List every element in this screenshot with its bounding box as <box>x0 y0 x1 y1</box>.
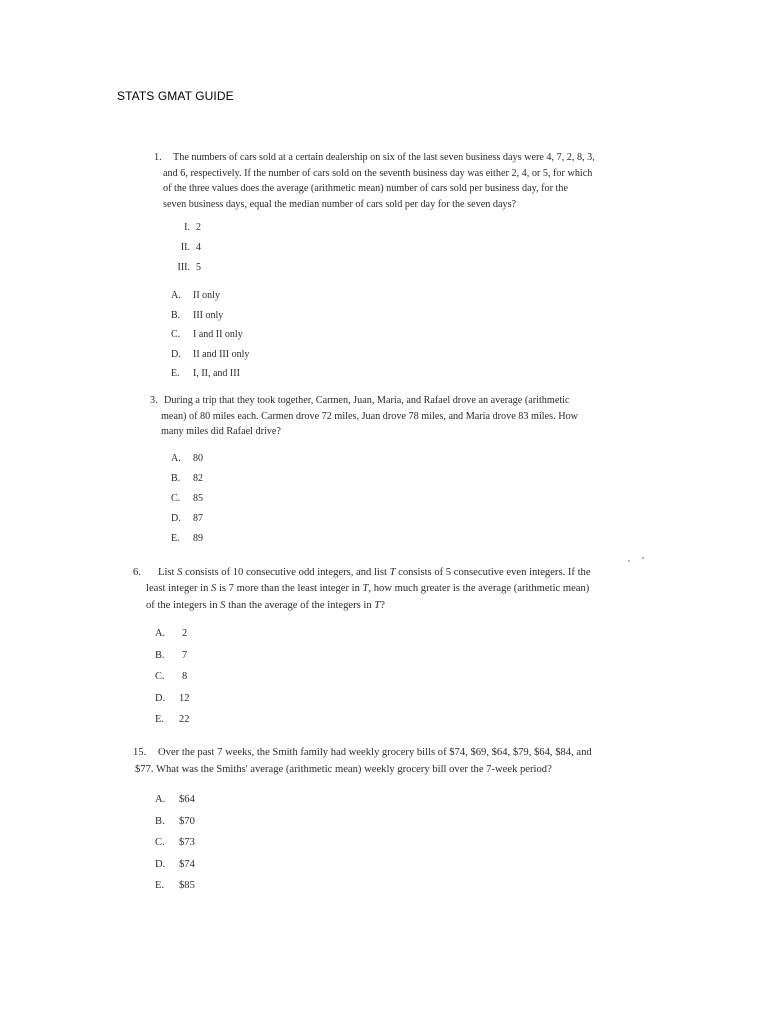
question-number: 1. <box>154 152 162 163</box>
stem-line: mean) of 80 miles each. Carmen drove 72 miles, Juan drove 78 miles, and Maria drove 83 miles. How <box>161 410 579 422</box>
answer-choice[interactable]: C. $73 <box>155 837 195 848</box>
question-number: 3. <box>150 395 158 406</box>
answer-choice[interactable]: E. $85 <box>155 880 195 891</box>
page-title: STATS GMAT GUIDE <box>117 89 234 103</box>
answer-choice[interactable]: B. 7 <box>155 649 188 661</box>
question-1 <box>154 150 644 212</box>
question-15 <box>133 745 663 778</box>
roman-option: III. 5 <box>177 262 201 273</box>
answer-choice[interactable]: D. 12 <box>155 692 190 704</box>
roman-option: I. 2 <box>184 222 201 233</box>
answer-choice[interactable]: A. II only <box>171 290 220 301</box>
question-stem <box>150 393 650 440</box>
question-stem <box>133 745 663 778</box>
stem-line: of the integers in S than the average of the integers in T? <box>146 599 385 611</box>
question-number: 6. <box>133 567 141 578</box>
answer-choice[interactable]: B. 82 <box>171 473 203 484</box>
answer-choice[interactable]: A. 2 <box>155 628 188 639</box>
stem-line: many miles did Rafael drive? <box>161 426 281 438</box>
scan-speck <box>628 560 630 562</box>
answer-choice[interactable]: C. 8 <box>155 671 188 682</box>
roman-option: II. 4 <box>180 242 201 253</box>
stem-line: 15. Over the past 7 weeks, the Smith family had weekly grocery bills of $74, $69, $64, $79, $64, $84, and <box>133 745 663 762</box>
answer-choice[interactable]: E. 22 <box>155 714 190 725</box>
answer-choice[interactable]: B. III only <box>171 309 224 321</box>
answer-choice[interactable]: E. 89 <box>171 533 203 544</box>
question-6 <box>133 565 653 614</box>
stem-line: least integer in S is 7 more than the least integer in T, how much greater is the average (arithmetic mean) <box>146 583 590 595</box>
question-stem <box>133 565 653 614</box>
answer-choice[interactable]: C. 85 <box>171 493 203 504</box>
stem-line: and 6, respectively. If the number of cars sold on the seventh business day was either 2, 4, or 5, for which <box>163 167 593 179</box>
answer-choice[interactable]: D. II and III only <box>171 348 250 360</box>
stem-line: $77. What was the Smiths' average (arithmetic mean) weekly grocery bill over the 7-week period? <box>135 763 552 775</box>
stem-line: seven business days, equal the median number of cars sold per day for the seven days? <box>163 198 517 210</box>
stem-line: 1. The numbers of cars sold at a certain dealership on six of the last seven business days were 4, 7, 2, 8, 3, <box>154 150 644 166</box>
stem-line: 3. During a trip that they took together, Carmen, Juan, Maria, and Rafael drove an average (arithmetic <box>150 393 650 409</box>
answer-choice[interactable]: E. I, II, and III <box>171 368 240 379</box>
question-number: 15. <box>133 747 147 758</box>
answer-choice[interactable]: A. $64 <box>155 794 195 805</box>
answer-choice[interactable]: D. $74 <box>155 858 195 870</box>
scan-speck <box>642 557 644 559</box>
question-3 <box>150 393 650 440</box>
answer-choice[interactable]: D. 87 <box>171 513 203 524</box>
answer-choice[interactable]: A. 80 <box>171 453 203 464</box>
question-stem <box>154 150 644 212</box>
stem-line: 6. List S consists of 10 consecutive odd integers, and list T consists of 5 consecutive even integers. If the <box>133 565 653 581</box>
answer-choice[interactable]: C. I and II only <box>171 329 243 340</box>
stem-line: of the three values does the average (arithmetic mean) number of cars sold per business day, for the <box>163 183 568 195</box>
answer-choice[interactable]: B. $70 <box>155 815 195 827</box>
